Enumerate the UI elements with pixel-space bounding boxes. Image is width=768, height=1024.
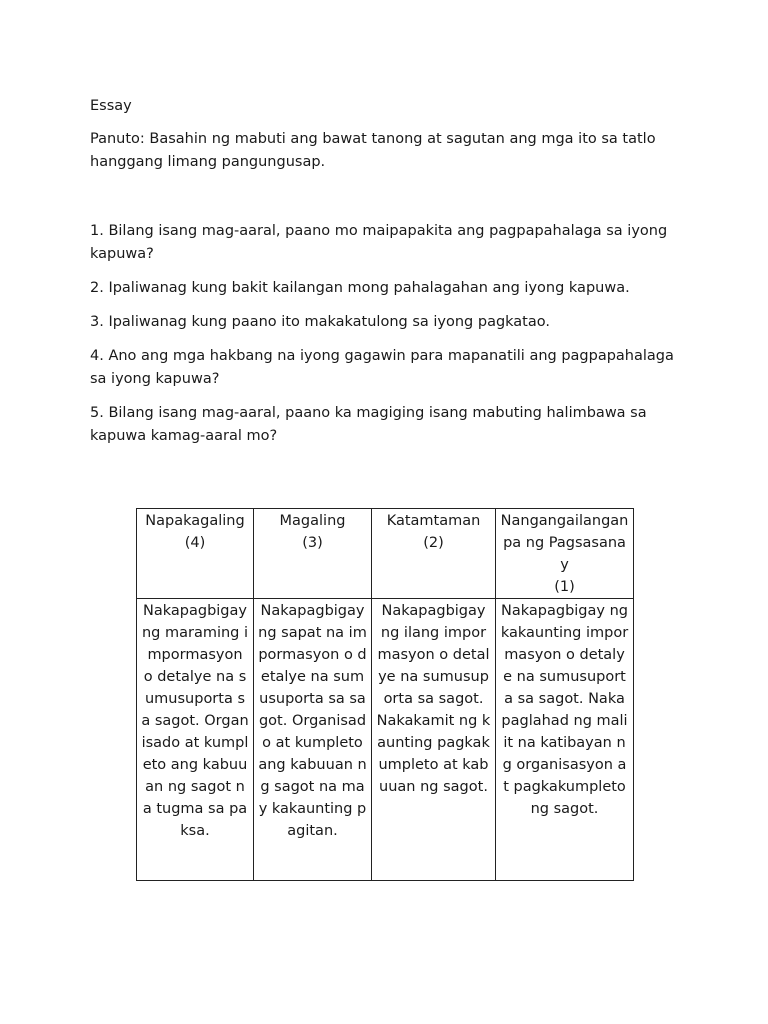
rubric-header-cell [496,509,634,599]
question-item: 5. Bilang isang mag-aaral, paano ka magiging isang mabuting halimbawa sa kapuwa kamag-aaral mo? [90,405,647,444]
rubric-description-cell: Nakapagbigay ng ilang impormasyon o detalye na sumusuporta sa sagot. Nakakamit ng kaunting pagkakumpleto at kabuuan ng sagot. [372,599,496,881]
rubric-description-cell: Nakapagbigay ng sapat na impormasyon o detalye na sumusuporta sa sagot. Organisado at kumpleto ang kabuuan ng sagot na may kakaunting pagitan. [254,599,372,881]
rubric-level-score: (2) [423,535,444,551]
rubric-header-row [137,509,634,599]
instructions-paragraph: Panuto: Basahin ng mabuti ang bawat tanong at sagutan ang mga ito sa tatlo hanggang limang pangungusap. [90,131,656,170]
rubric-level-score: (3) [302,535,323,551]
question-item: 4. Ano ang mga hakbang na iyong gagawin para mapanatili ang pagpapahalaga sa iyong kapuwa? [90,348,674,387]
rubric-level-label: Nangangailangan pa ng Pagsasanay [500,513,629,573]
question-item: 3. Ipaliwanag kung paano ito makakatulong sa iyong pagkatao. [90,314,550,330]
rubric-level-score: (4) [184,535,206,551]
rubric-header-cell [137,509,254,599]
rubric-header-cell [372,509,496,599]
rubric-level-label: Magaling [279,513,346,529]
question-item: 1. Bilang isang mag-aaral, paano mo maipapakita ang pagpapahalaga sa iyong kapuwa? [90,223,668,262]
rubric-level-label: Katamtaman [386,513,481,529]
rubric-description-cell: Nakapagbigay ng kakaunting impormasyon o detalye na sumusuporta sa sagot. Nakapaglahad ng maliit na katibayan ng organisasyon at pagkakumpleto ng sagot. [496,599,634,881]
question-list [90,220,690,459]
rubric-level-label: Napakagaling [145,513,245,529]
rubric-description-cell: Nakapagbigay ng maraming impormasyon o detalye na sumusuporta sa sagot. Organisado at kumpleto ang kabuuan ng sagot na tugma sa paksa. [137,599,254,881]
rubric-description-row [137,599,634,881]
rubric-level-score: (1) [554,579,575,595]
rubric-table [136,508,634,881]
document-heading: Essay [90,98,132,114]
rubric-header-cell [254,509,372,599]
question-item: 2. Ipaliwanag kung bakit kailangan mong pahalagahan ang iyong kapuwa. [90,280,630,296]
